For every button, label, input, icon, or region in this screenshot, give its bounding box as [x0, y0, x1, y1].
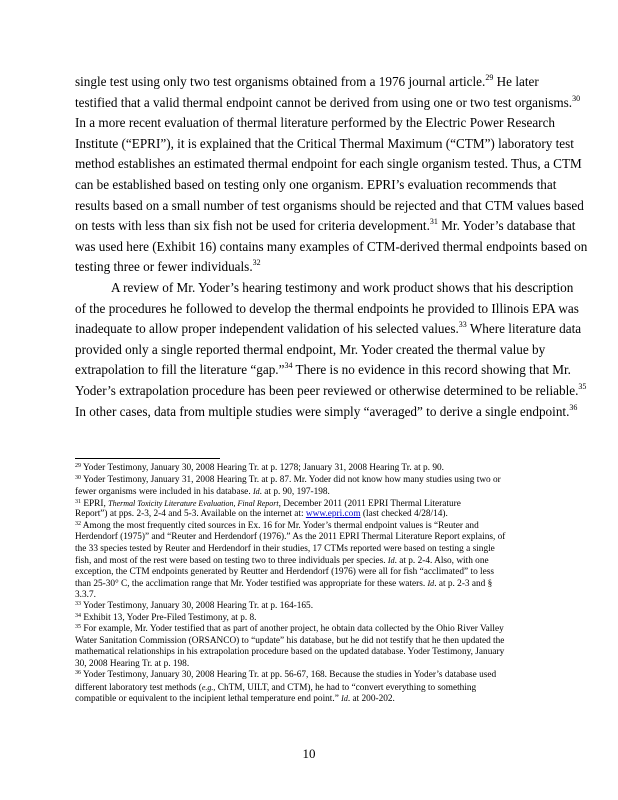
footnote-line: [75, 682, 555, 694]
footnote-text: mathematical relationships in his extrapolation procedure based on the updated database. Yoder Testimony, January: [75, 647, 505, 657]
footnote-separator: [75, 458, 220, 459]
footnote-text: Yoder Testimony, January 31, 2008 Hearing Tr. at p. 87. Mr. Yoder did not know how many studies using two or: [81, 474, 501, 485]
footnote-line: [75, 693, 555, 705]
footnote-ref: 29: [75, 463, 81, 469]
footnote-line: [75, 601, 555, 613]
footnote-ref: 32: [252, 258, 261, 268]
footnote-text: different laboratory test methods (: [75, 682, 202, 693]
body-line: [75, 360, 600, 381]
body-text: In a more recent evaluation of thermal literature performed by the Electric Power Research: [75, 115, 556, 131]
footnote-text: . at p. 90, 197-198.: [259, 487, 330, 497]
footnote-line: [75, 613, 555, 625]
body-text: Yoder’s extrapolation procedure has been peer reviewed or otherwise determined to be reliable.: [75, 382, 579, 398]
footnote-ref: 31: [429, 217, 438, 227]
citation-italic: Thermal Toxicity Literature Evaluation, Final Report: [108, 498, 279, 508]
footnote-ref: 35: [75, 624, 81, 630]
footnote-ref: 34: [284, 361, 293, 371]
footnote-text: Exhibit 13, Yoder Pre-Filed Testimony, at p. 8.: [81, 612, 257, 623]
footnote-text: Yoder Testimony, January 30, 2008 Hearing Tr. at pp. 56-67, 168. Because the studies in Yoder’s database used: [81, 670, 497, 680]
footnote-line: [75, 521, 555, 533]
footnote-text: compatible or equivalent to the incipient lethal temperature end point.”: [75, 694, 342, 704]
body-text: results based on a small number of test organisms should be rejected and that CTM values based: [75, 197, 584, 213]
body-line: [75, 381, 600, 402]
footnote-line: [75, 475, 555, 487]
footnote-line: [75, 647, 555, 659]
body-text: A review of Mr. Yoder’s hearing testimony and work product shows that his description: [111, 279, 574, 295]
body-text: There is no evidence in this record showing that Mr.: [292, 362, 571, 378]
footnote-line: [75, 486, 555, 498]
citation-italic: Id: [387, 556, 395, 565]
body-text: was used here (Exhibit 16) contains many examples of CTM-derived thermal endpoints based on: [75, 238, 588, 254]
footnote-text: Yoder Testimony, January 30, 2008 Hearing Tr. at p. 1278; January 31, 2008 Hearing Tr. at p. 90.: [81, 463, 444, 473]
footnote-text: 3.3.7.: [75, 589, 96, 600]
footnote-text: . at p. 2-3 and §: [434, 579, 493, 589]
footnote-text: Herdendorf (1975)” and “Reuter and Herdendorf (1976).” As the 2011 EPRI Thermal Literature Report explains, of: [75, 532, 506, 542]
body-text: testing three or fewer individuals.: [75, 259, 253, 275]
citation-italic: Id: [427, 579, 435, 588]
footnote-line: [75, 509, 555, 521]
footnote-text: . at p. 2-4. Also, with one: [394, 556, 489, 566]
footnote-line: [75, 532, 555, 544]
body-line: [75, 257, 600, 278]
footnote-line: [75, 555, 555, 567]
page-number: 10: [302, 746, 316, 761]
footnote-ref: 30: [572, 93, 581, 103]
body-line: [75, 93, 600, 114]
footnote-text: 30, 2008 Hearing Tr. at p. 198.: [75, 658, 190, 669]
footnote-line: [75, 659, 555, 671]
body-text: Where literature data: [466, 321, 582, 337]
citation-italic: e.g.,: [201, 682, 216, 692]
footnote-text: For example, Mr. Yoder testified that as part of another project, he obtain data collected by the Ohio River Valley: [81, 624, 504, 634]
body-line: [75, 299, 600, 320]
body-text: of the procedures he followed to develop the thermal endpoints he provided to Illinois EPA was: [75, 300, 579, 316]
body-line: [75, 113, 600, 134]
body-text: single test using only two test organisms obtained from a 1976 journal article.: [75, 74, 486, 89]
footnote-ref: 31: [75, 498, 81, 505]
footnote-line: [75, 590, 555, 602]
body-text: [75, 72, 600, 422]
body-line: [75, 237, 600, 258]
footnotes: [75, 463, 555, 705]
citation-italic: Id: [341, 694, 348, 703]
body-text: can be established based on testing only one organism. EPRI’s evaluation recommends that: [75, 176, 557, 192]
footnote-line: [75, 636, 555, 648]
epri-link[interactable]: www.epri.com: [305, 509, 361, 519]
footnote-ref: 30: [75, 474, 81, 481]
footnote-ref: 32: [75, 520, 81, 527]
body-line: [75, 216, 600, 237]
footnote-text: ChTM, UILT, and CTM), he had to “convert everything to something: [215, 682, 477, 693]
body-text: inadequate to allow proper independent validation of his selected values.: [75, 321, 459, 337]
footnote-ref: 34: [75, 612, 81, 619]
body-line: [75, 175, 600, 196]
body-text: In other cases, data from multiple studies were simply “averaged” to derive a single endpoint.: [75, 403, 570, 419]
footnote-text: Among the most frequently cited sources in Ex. 16 for Mr. Yoder’s thermal endpoint values is “Reuter and: [81, 520, 479, 531]
footnote-line: [75, 578, 555, 590]
body-line: [75, 278, 600, 299]
body-text: method establishes an estimated thermal endpoint for each single organism tested. Thus, a CTM: [75, 156, 582, 172]
body-line: [75, 72, 600, 93]
footnote-text: EPRI,: [81, 498, 109, 509]
body-text: Mr. Yoder’s database that: [437, 218, 576, 234]
body-line: [75, 402, 600, 423]
footnote-text: Yoder Testimony, January 30, 2008 Hearing Tr. at p. 164-165.: [81, 601, 314, 611]
body-line: [75, 154, 600, 175]
body-text: extrapolation to fill the literature “gap.”: [75, 362, 285, 378]
body-line: [75, 340, 600, 361]
footnote-ref: 33: [458, 320, 467, 330]
footnote-line: [75, 498, 555, 510]
footnote-ref: 33: [75, 601, 81, 607]
footnote-line: [75, 670, 555, 682]
footnote-line: [75, 544, 555, 556]
footnote-text: fish, and most of the rest were based on testing two to three individuals per species.: [75, 556, 388, 566]
footnote-ref: 36: [75, 670, 81, 676]
footnote-line: [75, 567, 555, 579]
footnote-ref: 36: [569, 402, 578, 412]
footnote-text: Report”) at pps. 2-3, 2-4 and 5-3. Available on the internet at:: [75, 509, 306, 519]
footnote-line: [75, 463, 555, 475]
citation-italic: Id: [252, 487, 260, 496]
footnote-text: fewer organisms were included in his database.: [75, 487, 253, 497]
body-text: testified that a valid thermal endpoint cannot be derived from using one or two test organisms.: [75, 94, 573, 110]
footnote-text: exception, the CTM endpoints generated by Reutter and Herdendorf (1976) were all for fish “acclimated” to less: [75, 566, 494, 577]
body-line: [75, 319, 600, 340]
body-text: Institute (“EPRI”), it is explained that the Critical Thermal Maximum (“CTM”) laboratory test: [75, 135, 574, 151]
footnote-text: than 25-30° C, the acclimation range that Mr. Yoder testified was appropriate for these waters.: [75, 579, 428, 589]
footnote-text: (last checked 4/28/14).: [360, 509, 448, 519]
body-text: provided only a single reported thermal endpoint, Mr. Yoder created the thermal value by: [75, 341, 546, 357]
footnote-ref: 35: [578, 381, 587, 391]
footnote-ref: 29: [485, 73, 494, 82]
footnote-text: Water Sanitation Commission (ORSANCO) to “update” his database, but he did not testify that he then updated the: [75, 635, 505, 646]
body-line: [75, 196, 600, 217]
footnote-line: [75, 624, 555, 636]
footnote-text: , December 2011 (2011 EPRI Thermal Literature: [278, 498, 461, 509]
footnote-text: the 33 species tested by Reuter and Herdendorf in their studies, 17 CTMs reported were based on testing a single: [75, 543, 495, 554]
footnote-text: . at 200-202.: [347, 694, 395, 704]
body-text: on tests with less than six fish not be used for criteria development.: [75, 218, 430, 234]
body-line: [75, 134, 600, 155]
body-text: He later: [493, 74, 539, 89]
